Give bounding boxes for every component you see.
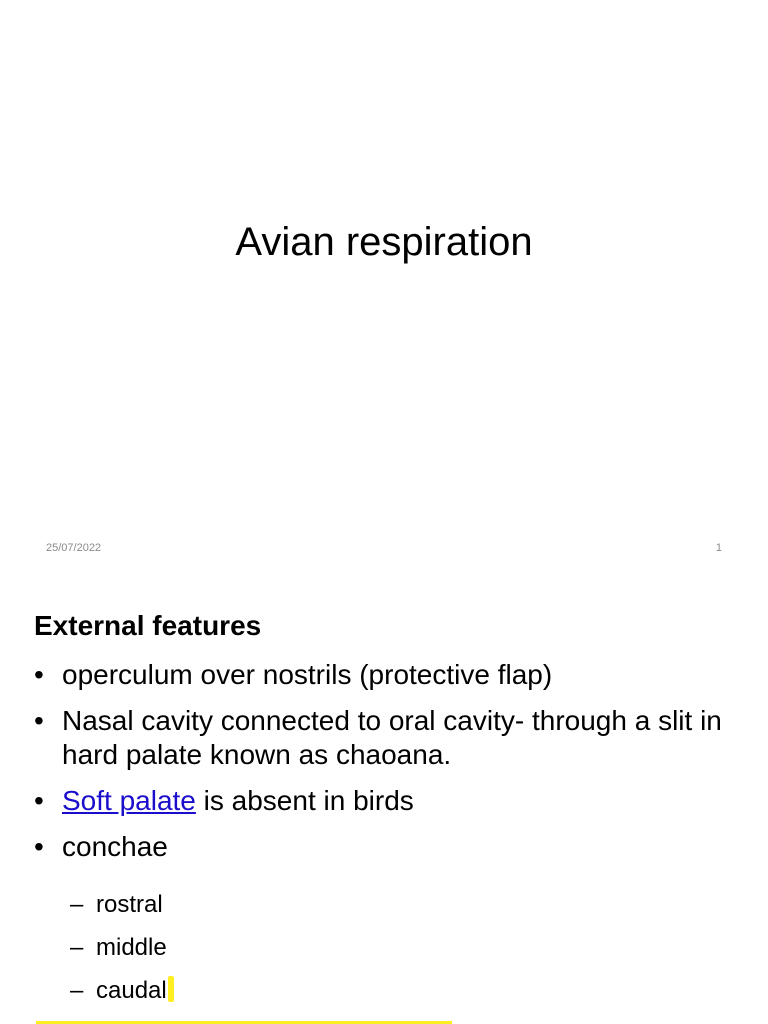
sub-bullet-list bbox=[34, 890, 734, 1019]
slide-title: Avian respiration bbox=[235, 220, 533, 264]
bullet-text: is absent in birds bbox=[195, 785, 414, 816]
bullet-item bbox=[34, 704, 748, 772]
bullet-list bbox=[34, 658, 748, 876]
bullet-marker: • bbox=[34, 831, 44, 862]
bullet-marker: • bbox=[34, 659, 44, 690]
bullet-text: operculum over nostrils (protective flap) bbox=[62, 659, 553, 690]
sub-bullet-item bbox=[34, 890, 734, 920]
bullet-item bbox=[34, 784, 748, 818]
soft-palate-link[interactable]: Soft palate bbox=[62, 785, 196, 816]
bullet-text: conchae bbox=[62, 831, 168, 862]
highlight-marker bbox=[168, 976, 174, 1002]
sub-bullet-text: caudal bbox=[96, 977, 167, 1004]
bullet-item bbox=[34, 830, 748, 864]
content-slide bbox=[0, 576, 768, 1024]
sub-bullet-marker: – bbox=[70, 934, 84, 961]
sub-bullet-text: rostral bbox=[96, 891, 163, 918]
bullet-item bbox=[34, 658, 748, 692]
slide-heading: External features bbox=[34, 610, 262, 641]
bullet-text: Nasal cavity connected to oral cavity- through a slit in hard palate known as chaoana. bbox=[62, 705, 722, 770]
slide-number: 1 bbox=[715, 542, 722, 554]
sub-bullet-marker: – bbox=[70, 891, 84, 918]
sub-bullet-text: middle bbox=[96, 934, 167, 961]
sub-bullet-marker: – bbox=[70, 977, 84, 1004]
sub-bullet-item bbox=[34, 933, 734, 963]
slide-date: 25/07/2022 bbox=[46, 542, 102, 554]
bullet-marker: • bbox=[34, 705, 44, 736]
sub-bullet-item bbox=[34, 976, 734, 1006]
bullet-marker: • bbox=[34, 785, 44, 816]
